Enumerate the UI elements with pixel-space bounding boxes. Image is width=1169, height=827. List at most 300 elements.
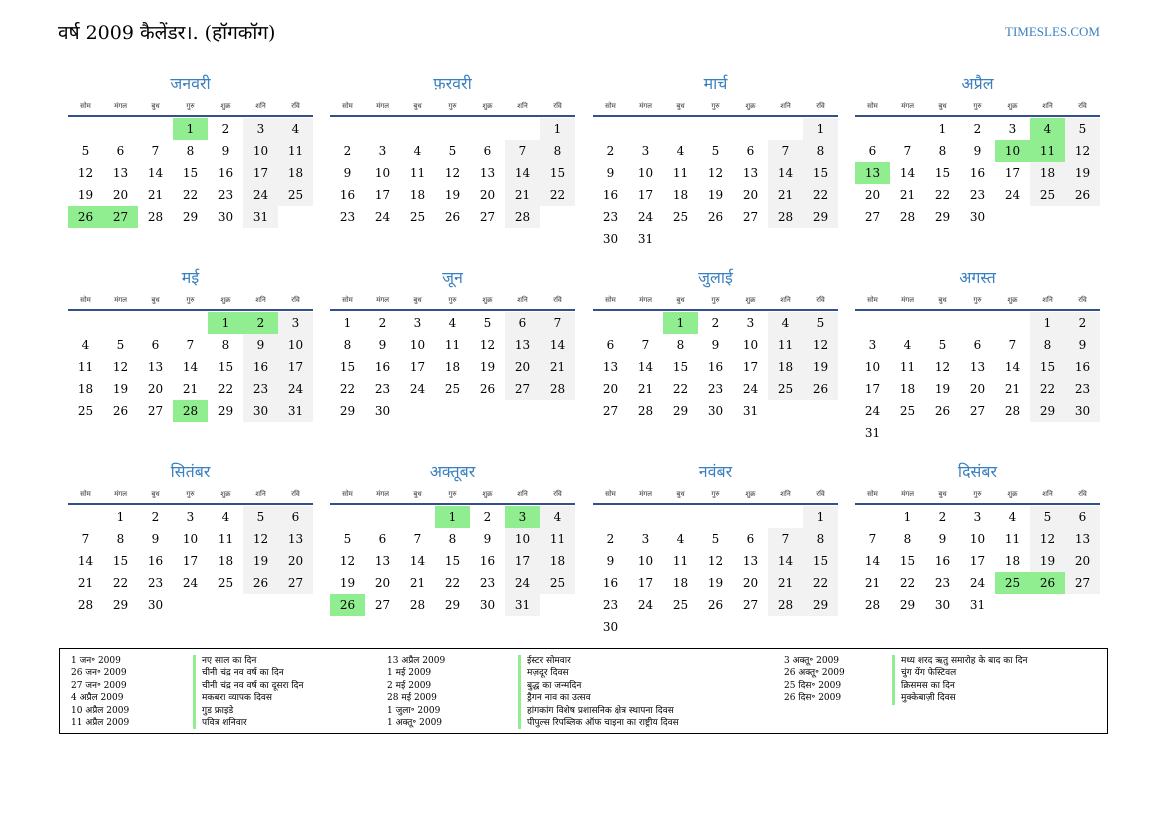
day-cell: 27 [147,404,164,418]
empty-cell [733,118,768,140]
empty-cell [890,118,925,140]
weekday-label: सोम [342,489,353,498]
day-grid [68,506,313,616]
holiday-date: 2 मई 2009 [387,680,432,691]
day-cell: 8 [803,140,838,162]
header-rule [593,503,838,505]
day-cell: 30 [374,404,391,418]
weekday-label: बुध [676,489,685,498]
weekday-label: शनि [517,101,528,110]
weekday-label: बुध [676,101,685,110]
day-cell: 21 [768,572,803,594]
day-cell: 1 [803,118,838,140]
day-cell: 9 [151,532,160,546]
weekday-label: शनि [780,489,791,498]
day-cell: 12 [1030,528,1065,550]
day-cell: 31 [969,598,986,612]
day-cell: 13 [969,360,986,374]
weekday-label: मंगल [639,489,652,498]
day-cell: 12 [339,554,356,568]
month-title: मई [181,268,200,287]
month-calendar [593,73,838,250]
day-cell: 14 [182,360,199,374]
day-cell: 23 [1065,378,1100,400]
day-cell: 28 [409,598,426,612]
holiday-day-cell: 25 [995,572,1030,594]
day-cell: 4 [768,312,803,334]
day-cell: 10 [409,338,426,352]
month-calendar [855,461,1100,616]
day-cell: 29 [899,598,916,612]
empty-cell [663,118,698,140]
holiday-name: चीनी चंद्र नव वर्ष का दूसरा दिन [202,680,304,691]
empty-cell [698,118,733,140]
weekday-label: रवि [291,295,300,304]
day-cell: 25 [672,598,689,612]
holiday-name: मुक्केबाज़ी दिवस [901,693,956,704]
day-cell: 1 [343,316,352,330]
day-cell: 4 [903,338,912,352]
month-title: सितंबर [170,462,211,481]
day-grid [330,312,575,422]
holiday-name: नए साल का दिन [202,656,257,666]
empty-cell [995,312,1030,334]
day-cell: 5 [803,312,838,334]
day-cell: 6 [868,144,877,158]
weekday-label: मंगल [376,295,389,304]
weekday-label: मंगल [114,101,127,110]
empty-cell [103,118,138,140]
holiday-day-cell: 3 [505,506,540,528]
day-cell: 16 [602,188,619,202]
day-cell: 25 [540,572,575,594]
day-cell: 22 [934,188,951,202]
empty-cell [103,312,138,334]
day-cell: 16 [217,166,234,180]
day-cell: 18 [77,382,94,396]
day-cell: 25 [768,378,803,400]
day-cell: 11 [77,360,94,374]
day-cell: 5 [1030,506,1065,528]
holiday-day-cell: 27 [103,206,138,228]
weekday-header [855,292,1100,308]
day-cell: 26 [707,598,724,612]
day-cell: 27 [742,598,759,612]
day-cell: 7 [540,312,575,334]
weekday-label: सोम [80,295,91,304]
day-cell: 25 [278,184,313,206]
day-cell: 7 [1008,338,1017,352]
day-cell: 20 [505,356,540,378]
weekday-label: रवि [553,295,562,304]
day-cell: 5 [243,506,278,528]
weekday-label: मंगल [639,101,652,110]
day-cell: 21 [864,576,881,590]
empty-cell [628,312,663,334]
day-cell: 18 [899,382,916,396]
day-cell: 13 [374,554,391,568]
holiday-name: क्रिसमस का दिन [901,680,955,691]
weekday-header [68,292,313,308]
holiday-date: 1 जन॰ 2009 [71,656,121,666]
day-cell: 11 [1004,532,1021,546]
day-cell: 14 [409,554,426,568]
day-cell: 26 [1065,184,1100,206]
day-cell: 17 [182,554,199,568]
day-cell: 13 [602,360,619,374]
day-cell: 1 [116,510,125,524]
day-cell: 27 [479,210,496,224]
day-cell: 5 [116,338,125,352]
day-cell: 20 [112,188,129,202]
holiday-day-cell: 11 [1030,140,1065,162]
day-cell: 22 [803,184,838,206]
holiday-name: बुद्ध का जन्मदिन [527,680,582,691]
day-cell: 14 [77,554,94,568]
day-cell: 5 [1065,118,1100,140]
weekday-label: रवि [1078,295,1087,304]
day-cell: 15 [672,360,689,374]
empty-cell [855,312,890,334]
day-cell: 2 [343,144,352,158]
weekday-label: मंगल [376,101,389,110]
day-cell: 20 [147,382,164,396]
day-cell: 22 [217,382,234,396]
weekday-label: बुध [413,489,422,498]
weekday-label: शुक्र [745,101,756,110]
day-cell: 26 [707,210,724,224]
day-cell: 17 [278,356,313,378]
day-cell: 10 [969,532,986,546]
day-cell: 5 [448,144,457,158]
weekday-label: शुक्र [1007,295,1018,304]
weekday-label: गुरु [448,295,457,304]
day-cell: 2 [606,532,615,546]
day-cell: 11 [444,338,461,352]
holiday-day-cell: 26 [68,206,103,228]
day-cell: 8 [116,532,125,546]
day-cell: 3 [1008,122,1017,136]
day-cell: 19 [707,576,724,590]
day-cell: 14 [768,550,803,572]
day-grid [855,506,1100,616]
day-cell: 6 [151,338,160,352]
empty-cell [855,118,890,140]
day-cell: 28 [147,210,164,224]
empty-cell [400,118,435,140]
day-cell: 6 [505,312,540,334]
day-cell: 18 [444,360,461,374]
day-cell: 9 [343,166,352,180]
day-cell: 18 [540,550,575,572]
day-cell: 19 [339,576,356,590]
day-grid [68,312,313,422]
day-cell: 15 [540,162,575,184]
weekday-label: गुरु [973,489,982,498]
day-cell: 23 [374,382,391,396]
day-cell: 30 [934,598,951,612]
weekday-label: मंगल [376,489,389,498]
day-cell: 9 [378,338,387,352]
day-cell: 3 [973,510,982,524]
day-cell: 13 [1065,528,1100,550]
day-cell: 20 [479,188,496,202]
month-calendar [330,461,575,616]
day-cell: 16 [147,554,164,568]
day-cell: 26 [479,382,496,396]
day-cell: 22 [540,184,575,206]
day-cell: 11 [899,360,916,374]
weekday-label: सोम [605,101,616,110]
day-cell: 18 [768,356,803,378]
day-cell: 27 [742,210,759,224]
day-grid [593,506,838,638]
day-cell: 23 [707,382,724,396]
day-cell: 29 [339,404,356,418]
day-cell: 4 [540,506,575,528]
weekday-header [68,98,313,114]
day-cell: 29 [803,206,838,228]
day-cell: 7 [641,338,650,352]
day-cell: 25 [409,210,426,224]
day-cell: 27 [374,598,391,612]
day-cell: 4 [1008,510,1017,524]
day-cell: 29 [112,598,129,612]
weekday-label: शुक्र [482,489,493,498]
day-cell: 11 [768,334,803,356]
holiday-name: गुड फ्राइडे [202,705,234,716]
holiday-day-cell: 1 [663,312,698,334]
day-cell: 6 [116,144,125,158]
weekday-label: शनि [255,489,266,498]
day-cell: 6 [973,338,982,352]
day-cell: 8 [676,338,685,352]
holiday-name: ईस्टर सोमवार [527,656,571,666]
day-cell: 16 [602,576,619,590]
day-cell: 29 [217,404,234,418]
empty-cell [68,506,103,528]
day-cell: 18 [672,188,689,202]
holiday-date: 10 अप्रैल 2009 [71,705,130,716]
day-cell: 30 [217,210,234,224]
weekday-label: गुरु [448,101,457,110]
holiday-name-column [518,655,679,729]
day-cell: 4 [278,118,313,140]
weekday-label: बुध [413,295,422,304]
day-cell: 19 [934,382,951,396]
day-cell: 9 [483,532,492,546]
day-cell: 17 [374,188,391,202]
holiday-name: ड्रैगन नाव का उत्सव [527,693,591,704]
empty-cell [855,506,890,528]
weekday-label: रवि [816,489,825,498]
site-link[interactable]: TIMESLES.COM [1005,24,1100,39]
day-cell: 24 [374,210,391,224]
day-cell: 7 [903,144,912,158]
weekday-label: शुक्र [482,101,493,110]
day-cell: 11 [217,532,234,546]
weekday-label: बुध [938,101,947,110]
day-grid [593,118,838,250]
day-cell: 19 [479,360,496,374]
day-cell: 8 [343,338,352,352]
weekday-label: सोम [80,101,91,110]
day-cell: 10 [374,166,391,180]
weekday-label: रवि [291,489,300,498]
holiday-name: मध्य शरद ऋतु समारोह के बाद का दिन [901,656,1028,666]
holiday-name: चीनी चंद्र नव वर्ष का दिन [202,668,284,679]
day-cell: 17 [864,382,881,396]
holiday-date: 25 दिस॰ 2009 [784,680,842,691]
empty-cell [890,312,925,334]
empty-cell [628,506,663,528]
day-cell: 21 [182,382,199,396]
weekday-label: गुरु [973,101,982,110]
day-cell: 4 [81,338,90,352]
weekday-label: गुरु [186,489,195,498]
day-cell: 12 [707,554,724,568]
day-cell: 20 [742,188,759,202]
day-cell: 3 [868,338,877,352]
day-cell: 12 [1065,140,1100,162]
day-cell: 2 [711,316,720,330]
weekday-label: शुक्र [220,489,231,498]
day-cell: 11 [278,140,313,162]
day-cell: 20 [864,188,881,202]
empty-cell [960,312,995,334]
day-cell: 17 [637,576,654,590]
weekday-label: शनि [1042,295,1053,304]
day-cell: 14 [505,162,540,184]
day-cell: 17 [243,162,278,184]
empty-cell [330,118,365,140]
holiday-day-cell: 26 [330,594,365,616]
weekday-label: शुक्र [1007,489,1018,498]
holiday-date: 11 अप्रैल 2009 [71,718,130,729]
holiday-date: 26 दिस॰ 2009 [784,693,842,704]
header-rule [855,503,1100,505]
day-cell: 27 [1065,572,1100,594]
day-cell: 1 [803,506,838,528]
day-cell: 15 [1030,356,1065,378]
day-cell: 31 [243,206,278,228]
day-cell: 21 [77,576,94,590]
day-cell: 30 [1065,400,1100,422]
day-cell: 22 [444,576,461,590]
month-calendar [593,267,838,422]
day-cell: 14 [1004,360,1021,374]
day-cell: 20 [969,382,986,396]
day-cell: 15 [899,554,916,568]
month-calendar [593,461,838,638]
day-cell: 5 [343,532,352,546]
weekday-label: रवि [553,489,562,498]
day-cell: 22 [112,576,129,590]
weekday-label: रवि [553,101,562,110]
day-cell: 26 [934,404,951,418]
day-cell: 31 [278,400,313,422]
day-cell: 21 [505,184,540,206]
holiday-day-cell: 1 [435,506,470,528]
weekday-header [593,486,838,502]
weekday-label: सोम [605,489,616,498]
holiday-date: 1 मई 2009 [387,668,432,679]
weekday-label: मंगल [114,489,127,498]
weekday-label: रवि [1078,101,1087,110]
holiday-date: 1 अक्तू॰ 2009 [387,718,443,729]
holiday-name: चुंग येंग फेस्टिवल [901,668,957,679]
day-grid [855,312,1100,444]
day-cell: 9 [606,554,615,568]
month-title: अक्तूबर [429,462,476,481]
day-cell: 24 [243,184,278,206]
day-cell: 10 [505,528,540,550]
day-cell: 22 [339,382,356,396]
weekday-header [330,292,575,308]
day-cell: 23 [969,188,986,202]
holiday-name-column [892,655,1028,705]
day-cell: 12 [803,334,838,356]
day-cell: 24 [182,576,199,590]
day-cell: 24 [505,572,540,594]
day-cell: 16 [707,360,724,374]
day-cell: 7 [186,338,195,352]
day-cell: 17 [409,360,426,374]
day-cell: 22 [182,188,199,202]
month-title: नवंबर [698,462,733,481]
day-cell: 21 [637,382,654,396]
day-cell: 30 [602,620,619,634]
header-rule [855,115,1100,117]
header-rule [68,309,313,311]
day-cell: 16 [479,554,496,568]
holiday-date: 4 अप्रैल 2009 [71,693,124,704]
holiday-date: 26 अक्तू॰ 2009 [784,668,845,679]
holiday-name: पीपुल्स रिपब्लिक ऑफ चाइना का राष्ट्रीय दिवस [527,718,679,729]
day-cell: 10 [742,338,759,352]
weekday-label: गुरु [186,101,195,110]
day-cell: 28 [637,404,654,418]
day-cell: 19 [1030,550,1065,572]
day-cell: 3 [243,118,278,140]
day-cell: 30 [707,404,724,418]
empty-cell [470,118,505,140]
day-cell: 7 [81,532,90,546]
day-cell: 25 [1030,184,1065,206]
day-cell: 20 [374,576,391,590]
header-rule [855,309,1100,311]
header-rule [330,309,575,311]
day-cell: 2 [938,510,947,524]
header-rule [593,115,838,117]
day-cell: 14 [768,162,803,184]
day-cell: 20 [1065,550,1100,572]
weekday-label: रवि [816,101,825,110]
day-cell: 31 [864,426,881,440]
day-cell: 4 [676,532,685,546]
day-cell: 4 [448,316,457,330]
empty-cell [505,118,540,140]
day-cell: 19 [1065,162,1100,184]
empty-cell [138,312,173,334]
empty-cell [365,506,400,528]
day-cell: 29 [1030,400,1065,422]
weekday-label: बुध [413,101,422,110]
day-cell: 27 [969,404,986,418]
holiday-name: मज़दूर दिवस [527,668,569,679]
weekday-label: शनि [255,101,266,110]
day-cell: 26 [444,210,461,224]
